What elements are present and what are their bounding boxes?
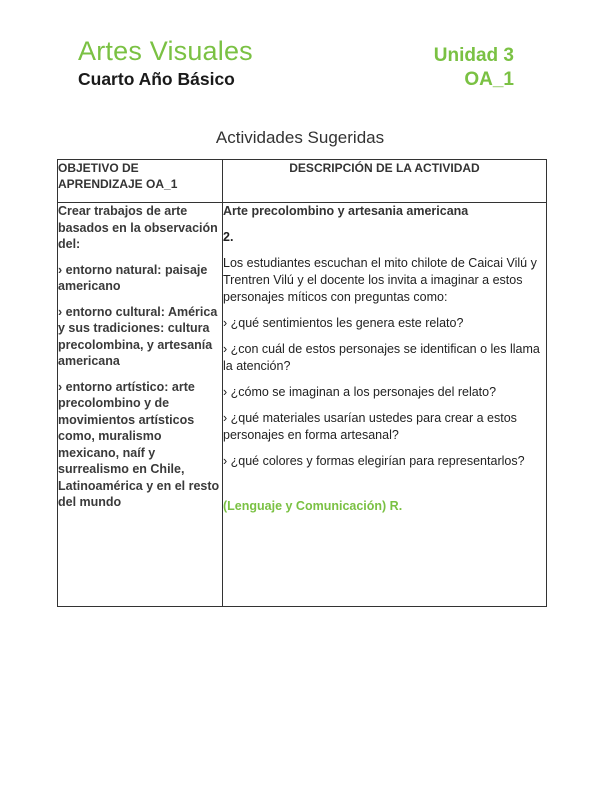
activity-table (57, 159, 547, 607)
activity-number: 2. (223, 230, 234, 244)
cross-curricular-note: (Lenguaje y Comunicación) R. (223, 499, 403, 513)
section-title: Actividades Sugeridas (215, 128, 385, 147)
objective-cell (58, 203, 223, 607)
activity-question: › ¿qué colores y formas elegirían para representarlos? (223, 454, 525, 468)
activity-title: Arte precolombino y artesania americana (223, 204, 469, 218)
unit-label: Unidad 3 (433, 45, 514, 66)
table-header-row (58, 160, 547, 203)
objective-code: OA_1 (464, 69, 514, 90)
table-body-row (58, 203, 547, 607)
activity-question: › ¿con cuál de estos personajes se identifican o les llama la atención? (223, 342, 540, 373)
objective-intro: Crear trabajos de arte basados en la observación del: (58, 204, 218, 251)
objective-item-cultural: › entorno cultural: América y sus tradiciones: cultura precolombina, y artesanía americana (58, 304, 218, 368)
description-header-cell: DESCRIPCIÓN DE LA ACTIVIDAD (223, 160, 547, 203)
subject-title: Artes Visuales (78, 36, 253, 66)
objective-header-cell: OBJETIVO DE APRENDIZAJE OA_1 (58, 160, 223, 203)
objective-item-artistic: › entorno artístico: arte precolombino y de movimientos artísticos como, muralismo mexicano, naíf y surrealismo en Chile, Latinoamérica y en el resto del mundo (58, 379, 220, 509)
activity-description: Los estudiantes escuchan el mito chilote de Caicai Vilú y Trentren Vilú y el docente los invita a imaginar a estos personajes míticos con preguntas como: (223, 256, 537, 304)
activity-question: › ¿qué materiales usarían ustedes para crear a estos personajes en forma artesanal? (223, 411, 517, 442)
description-cell (223, 203, 547, 607)
activity-question: › ¿cómo se imaginan a los personajes del relato? (223, 385, 497, 399)
objective-item-natural: › entorno natural: paisaje americano (58, 262, 208, 293)
grade-subtitle: Cuarto Año Básico (78, 69, 235, 89)
activity-question: › ¿qué sentimientos les genera este relato? (223, 316, 464, 330)
